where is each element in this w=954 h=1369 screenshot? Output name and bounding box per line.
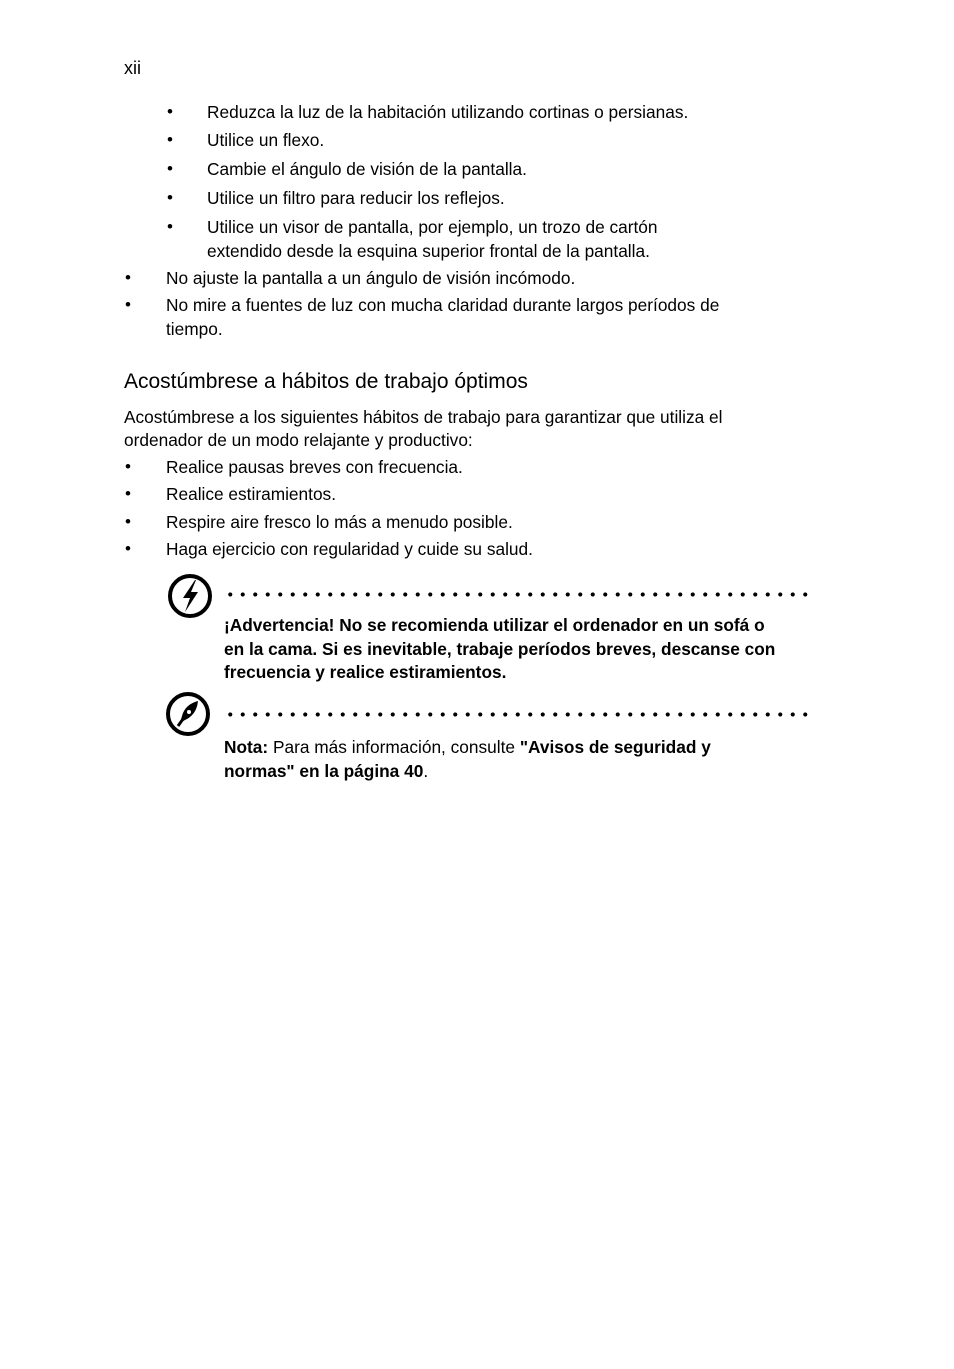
list-item: Reduzca la luz de la habitación utilizando cortinas o persianas. <box>207 102 689 122</box>
section-heading: Acostúmbrese a hábitos de trabajo óptimos <box>124 370 528 393</box>
bullet-marker: • <box>125 484 131 503</box>
bullet-marker: • <box>125 295 131 314</box>
note-body: Para más información, consulte <box>268 737 520 757</box>
dotted-divider <box>224 592 812 597</box>
list-item: Realice pausas breves con frecuencia. <box>166 457 463 477</box>
note-link[interactable]: normas" en la página 40 <box>224 760 424 781</box>
dotted-divider <box>224 712 812 717</box>
intro-line: Acostúmbrese a los siguientes hábitos de trabajo para garantizar que utiliza el <box>124 407 723 427</box>
warning-lightning-icon <box>166 572 214 620</box>
bullet-marker: • <box>167 217 173 236</box>
intro-paragraph <box>124 406 814 452</box>
list-item: No mire a fuentes de luz con mucha claridad durante largos períodos de <box>166 295 720 315</box>
list-item-continuation: tiempo. <box>166 319 223 339</box>
list-item: Cambie el ángulo de visión de la pantalla. <box>207 159 527 179</box>
list-item: Respire aire fresco lo más a menudo posible. <box>166 512 513 532</box>
list-item: Utilice un flexo. <box>207 130 325 150</box>
note-line <box>224 736 804 760</box>
note-label: Nota: <box>224 737 269 757</box>
bullet-marker: • <box>125 512 131 531</box>
page-number: xii <box>124 58 141 78</box>
warning-line: frecuencia y realice estiramientos. <box>224 662 507 682</box>
note-link[interactable]: "Avisos de seguridad y <box>519 737 711 757</box>
list-item: Haga ejercicio con regularidad y cuide su salud. <box>166 539 533 559</box>
list-item: No ajuste la pantalla a un ángulo de visión incómodo. <box>166 268 576 288</box>
bullet-marker: • <box>125 268 131 287</box>
list-item: Realice estiramientos. <box>166 484 337 504</box>
list-item-continuation: extendido desde la esquina superior frontal de la pantalla. <box>207 241 650 261</box>
list-item: Utilice un filtro para reducir los reflejos. <box>207 188 505 208</box>
warning-text <box>224 614 804 685</box>
bullet-marker: • <box>167 130 173 149</box>
intro-line: ordenador de un modo relajante y productivo: <box>124 430 473 450</box>
note-end: . <box>423 760 429 781</box>
bullet-marker: • <box>167 102 173 121</box>
note-line <box>224 760 804 784</box>
note-text <box>224 736 804 783</box>
note-pen-icon <box>164 690 212 738</box>
bullet-marker: • <box>125 539 131 558</box>
warning-line: en la cama. Si es inevitable, trabaje períodos breves, descanse con <box>224 638 776 659</box>
list-item: Utilice un visor de pantalla, por ejemplo, un trozo de cartón <box>207 217 658 237</box>
warning-line: ¡Advertencia! No se recomienda utilizar el ordenador en un sofá o <box>224 615 765 635</box>
bullet-marker: • <box>167 159 173 178</box>
bullet-marker: • <box>167 188 173 207</box>
bullet-marker: • <box>125 457 131 476</box>
